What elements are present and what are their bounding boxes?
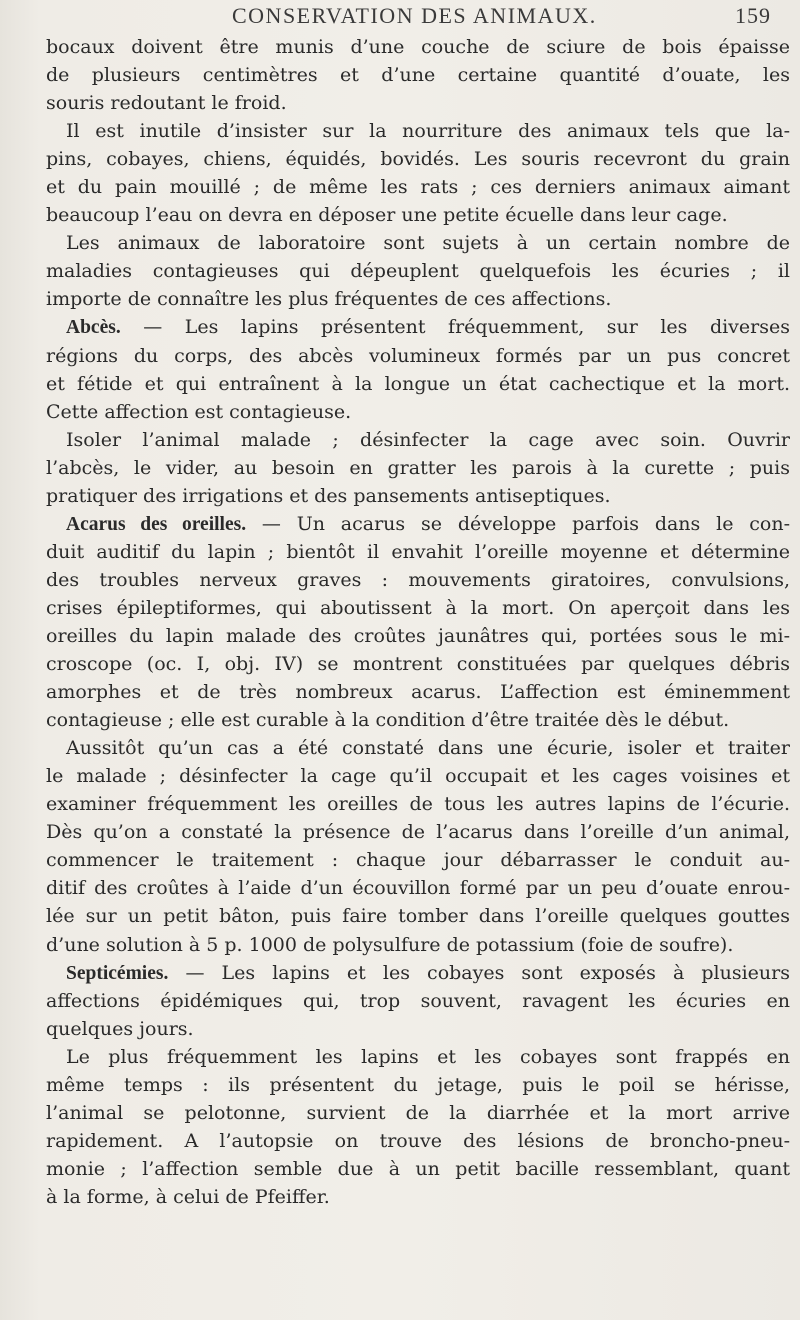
text-line: le malade ; désinfecter la cage qu’il occupait et les cages voisines et xyxy=(46,765,790,788)
text-line: de plusieurs centimètres et d’une certaine quantité d’ouate, les xyxy=(46,64,790,87)
text-line: Aussitôt qu’un cas a été constaté dans une écurie, isoler et traiter xyxy=(66,737,790,760)
body-text xyxy=(46,33,790,1211)
text-line: Cette affection est contagieuse. xyxy=(46,400,352,423)
text-line: monie ; l’affection semble due à un petit bacille ressemblant, quant xyxy=(46,1157,790,1180)
section-abces xyxy=(46,313,790,425)
text-line: examiner fréquemment les oreilles de tous les autres lapins de l’écurie. xyxy=(46,793,790,816)
text-line: l’abcès, le vider, au besoin en gratter les parois à la curette ; puis xyxy=(46,456,790,479)
heading-line-text: — Un acarus se développe parfois dans le con- xyxy=(246,512,791,535)
text-line: Il est inutile d’insister sur la nourriture des animaux tels que la- xyxy=(66,120,790,143)
text-line: et fétide et qui entraînent à la longue un état cachectique et la mort. xyxy=(46,372,790,395)
text-line: Dès qu’on a constaté la présence de l’acarus dans l’oreille d’un animal, xyxy=(46,821,790,844)
text-line: pins, cobayes, chiens, équidés, bovidés. Les souris recevront du grain xyxy=(46,148,790,171)
text-line: pratiquer des irrigations et des pansements antiseptiques. xyxy=(46,484,611,507)
text-line: oreilles du lapin malade des croûtes jaunâtres qui, portées sous le mi- xyxy=(46,624,790,647)
text-line: à la forme, à celui de Pfeiffer. xyxy=(46,1185,330,1208)
text-line: croscope (oc. I, obj. IV) se montrent constituées par quelques débris xyxy=(46,653,790,676)
section-acarus xyxy=(46,510,790,734)
paragraph xyxy=(46,1043,790,1211)
text-line: bocaux doivent être munis d’une couche de sciure de bois épaisse xyxy=(46,36,790,58)
paragraph xyxy=(46,734,790,958)
section-heading-abces: Abcès. xyxy=(66,317,121,339)
text-line: ditif des croûtes à l’aide d’un écouvillon formé par un peu d’ouate enrou- xyxy=(46,877,790,900)
section-septicemies xyxy=(46,959,790,1043)
paragraph xyxy=(46,426,790,510)
text-line: et du pain mouillé ; de même les rats ; ces derniers animaux aimant xyxy=(46,176,790,199)
section-heading-septicemies: Septicémies. xyxy=(66,962,169,984)
section-heading-acarus: Acarus des oreilles. xyxy=(66,513,247,535)
text-line: Les animaux de laboratoire sont sujets à un certain nombre de xyxy=(66,232,790,255)
page-number: 159 xyxy=(735,3,771,28)
text-line: même temps : ils présentent du jetage, puis le poil se hérisse, xyxy=(46,1073,790,1096)
text-line xyxy=(46,959,790,987)
text-line: Isoler l’animal malade ; désinfecter la cage avec soin. Ouvrir xyxy=(66,428,790,451)
running-title: CONSERVATION DES ANIMAUX. xyxy=(232,3,597,28)
text-line: crises épileptiformes, qui aboutissent à la mort. On aperçoit dans les xyxy=(46,596,790,619)
text-line xyxy=(46,313,790,341)
text-line: régions du corps, des abcès volumineux formés par un pus concret xyxy=(46,344,790,367)
paragraph xyxy=(46,117,790,229)
text-line: beaucoup l’eau on devra en déposer une petite écuelle dans leur cage. xyxy=(46,204,728,227)
paragraph xyxy=(46,229,790,313)
text-line: amorphes et de très nombreux acarus. L’affection est éminemment xyxy=(46,681,790,704)
text-line xyxy=(46,510,790,538)
heading-line-text: — Les lapins et les cobayes sont exposés à plusieurs xyxy=(168,961,790,984)
text-line: l’animal se pelotonne, survient de la diarrhée et la mort arrive xyxy=(46,1101,790,1124)
text-line: contagieuse ; elle est curable à la condition d’être traitée dès le début. xyxy=(46,709,730,732)
paragraph xyxy=(46,33,790,117)
text-line: quelques jours. xyxy=(46,1017,194,1040)
text-line: des troubles nerveux graves : mouvements giratoires, convulsions, xyxy=(46,568,790,591)
text-line: importe de connaître les plus fréquentes de ces affections. xyxy=(46,288,612,311)
page-header xyxy=(0,3,800,35)
text-line: d’une solution à 5 p. 1000 de polysulfure de potassium (foie de soufre). xyxy=(46,933,734,956)
text-line: Le plus fréquemment les lapins et les cobayes sont frappés en xyxy=(66,1045,790,1068)
text-line: affections épidémiques qui, trop souvent, ravagent les écuries en xyxy=(46,989,790,1012)
text-line: souris redoutant le froid. xyxy=(46,92,287,115)
text-line: duit auditif du lapin ; bientôt il envahit l’oreille moyenne et détermine xyxy=(46,540,790,563)
text-line: maladies contagieuses qui dépeuplent quelquefois les écuries ; il xyxy=(46,260,790,283)
text-line: lée sur un petit bâton, puis faire tomber dans l’oreille quelques gouttes xyxy=(46,905,790,928)
text-line: commencer le traitement : chaque jour débarrasser le conduit au- xyxy=(46,849,790,872)
text-line: rapidement. A l’autopsie on trouve des lésions de broncho-pneu- xyxy=(46,1129,790,1152)
heading-line-text: — Les lapins présentent fréquemment, sur les diverses xyxy=(120,316,790,339)
